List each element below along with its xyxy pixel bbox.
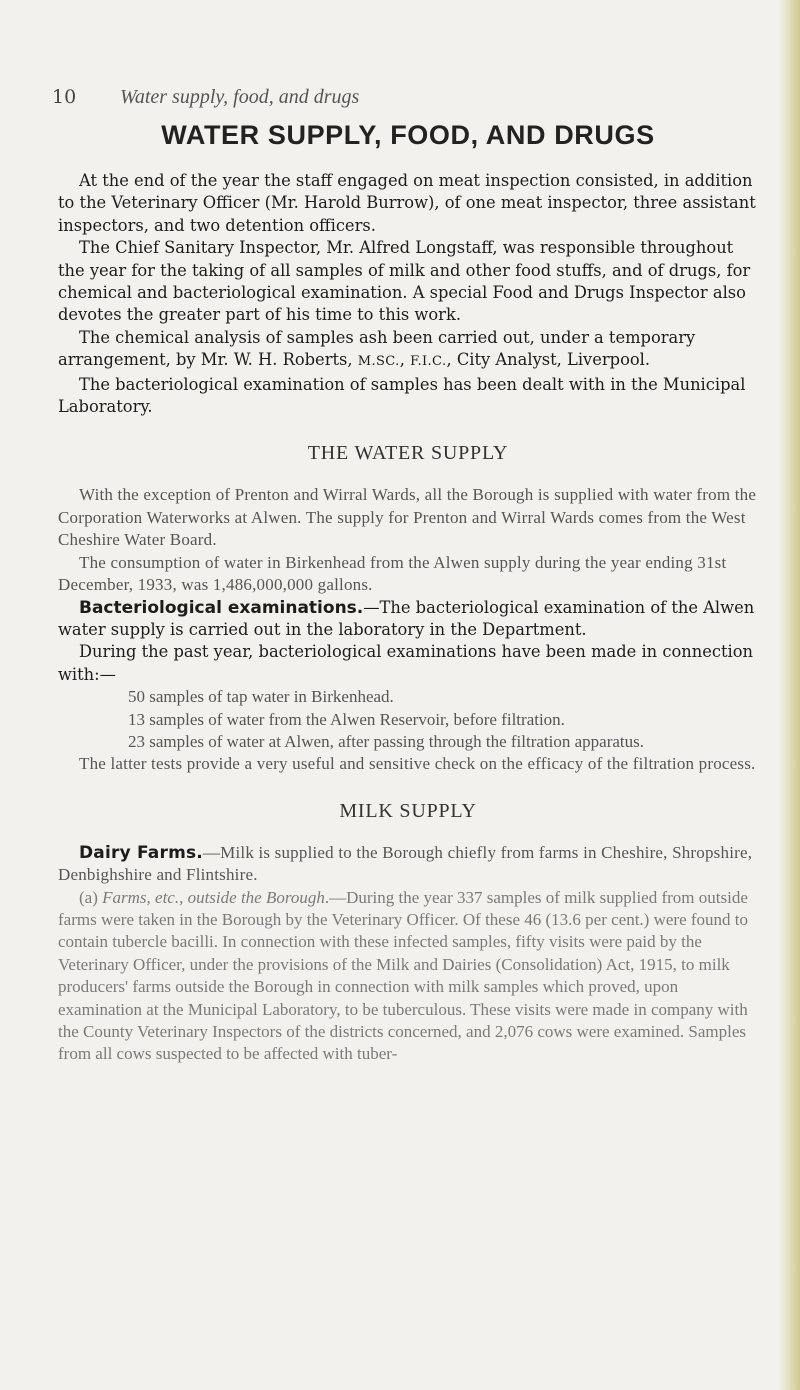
intro-paragraph-3 (58, 327, 758, 374)
running-header (52, 86, 752, 114)
degree-fic: F.I.C. (410, 354, 447, 370)
water-paragraph-5: The latter tests provide a very useful and sensitive check on the efficacy of the filtration process. (79, 754, 756, 774)
bacteriological-paragraph (58, 597, 758, 642)
degree-separator: , (399, 350, 411, 370)
list-item: 13 samples of water from the Alwen Reservoir, before filtration. (128, 709, 565, 729)
page-number: 10 (52, 86, 77, 108)
bacteriological-text: —The bacteriological examination of the Alwen water supply is carried out in the laboratory in the Department. (58, 597, 755, 639)
dairy-farms-text: —Milk is supplied to the Borough chiefly from farms in Cheshire, Shropshire, Denbighshire and Flintshire. (58, 842, 753, 885)
intro-p3-start: The chemical analysis of samples ash been carried out, under a temporary arrangement, by Mr. W. H. Roberts, (58, 327, 696, 370)
intro-p3-end: , City Analyst, Liverpool. (446, 350, 651, 370)
intro-paragraph-2: The Chief Sanitary Inspector, Mr. Alfred Longstaff, was responsible throughout the year for the taking of all samples of milk and other food stuffs, and of drugs, for chemical and bacteriological examination. A special Food and Drugs Inspector also devotes the greater part of his time to this work. (58, 238, 751, 325)
farms-outside-italic: Farms, etc., outside the Borough (102, 887, 325, 907)
running-title: Water supply, food, and drugs (120, 86, 360, 108)
water-paragraph-2: The consumption of water in Birkenhead from the Alwen supply during the year ending 31st December, 1933, was 1,486,000,000 gallons. (58, 552, 727, 595)
farms-outside-paragraph (58, 887, 758, 1066)
section-heading-milk: MILK SUPPLY (339, 799, 477, 822)
main-title: WATER SUPPLY, FOOD, AND DRUGS (161, 120, 655, 150)
water-paragraph-1: With the exception of Prenton and Wirral Wards, all the Borough is supplied with water from the Corporation Waterworks at Alwen. The supply for Prenton and Wirral Wards comes from the West Cheshire Water Board. (58, 485, 757, 550)
degree-msc: M.SC. (357, 354, 400, 370)
intro-paragraph-1: At the end of the year the staff engaged on meat inspection consisted, in addition to the Veterinary Officer (Mr. Harold Burrow), of one meat inspector, three assistant inspectors, and two detention officers. (58, 171, 756, 235)
dairy-farms-paragraph (58, 842, 758, 887)
dairy-farms-lead: Dairy Farms. (79, 842, 203, 863)
section-heading-water: THE WATER SUPPLY (307, 442, 509, 465)
bacteriological-lead: Bacteriological examinations. (79, 597, 364, 618)
list-item: 50 samples of tap water in Birkenhead. (128, 687, 394, 707)
farms-outside-label: (a) (79, 887, 103, 907)
list-item: 23 samples of water at Alwen, after passing through the filtration apparatus. (128, 731, 644, 751)
intro-paragraph-4: The bacteriological examination of samples has been dealt with in the Municipal Laboratory. (58, 374, 746, 417)
page-edge-stain (778, 0, 800, 1390)
page-content (58, 118, 758, 1066)
water-paragraph-4: During the past year, bacteriological examinations have been made in connection with:— (58, 642, 754, 684)
farms-outside-text: .—During the year 337 samples of milk supplied from outside farms were taken in the Borough by the Veterinary Officer. Of these 46 (13.6 per cent.) were found to contain tubercle bacilli. In connection with these infected samples, fifty visits were paid by the Veterinary Officer, under the provisions of the Milk and Dairies (Consolidation) Act, 1915, to milk producers' farms outside the Borough in connection with milk samples which proved, upon examination at the Municipal Laboratory, to be tuberculous. These visits were made in company with the County Veterinary Inspectors of the districts concerned, and 2,076 cows were examined. Samples from all cows suspected to be affected with tuber- (58, 887, 749, 1064)
